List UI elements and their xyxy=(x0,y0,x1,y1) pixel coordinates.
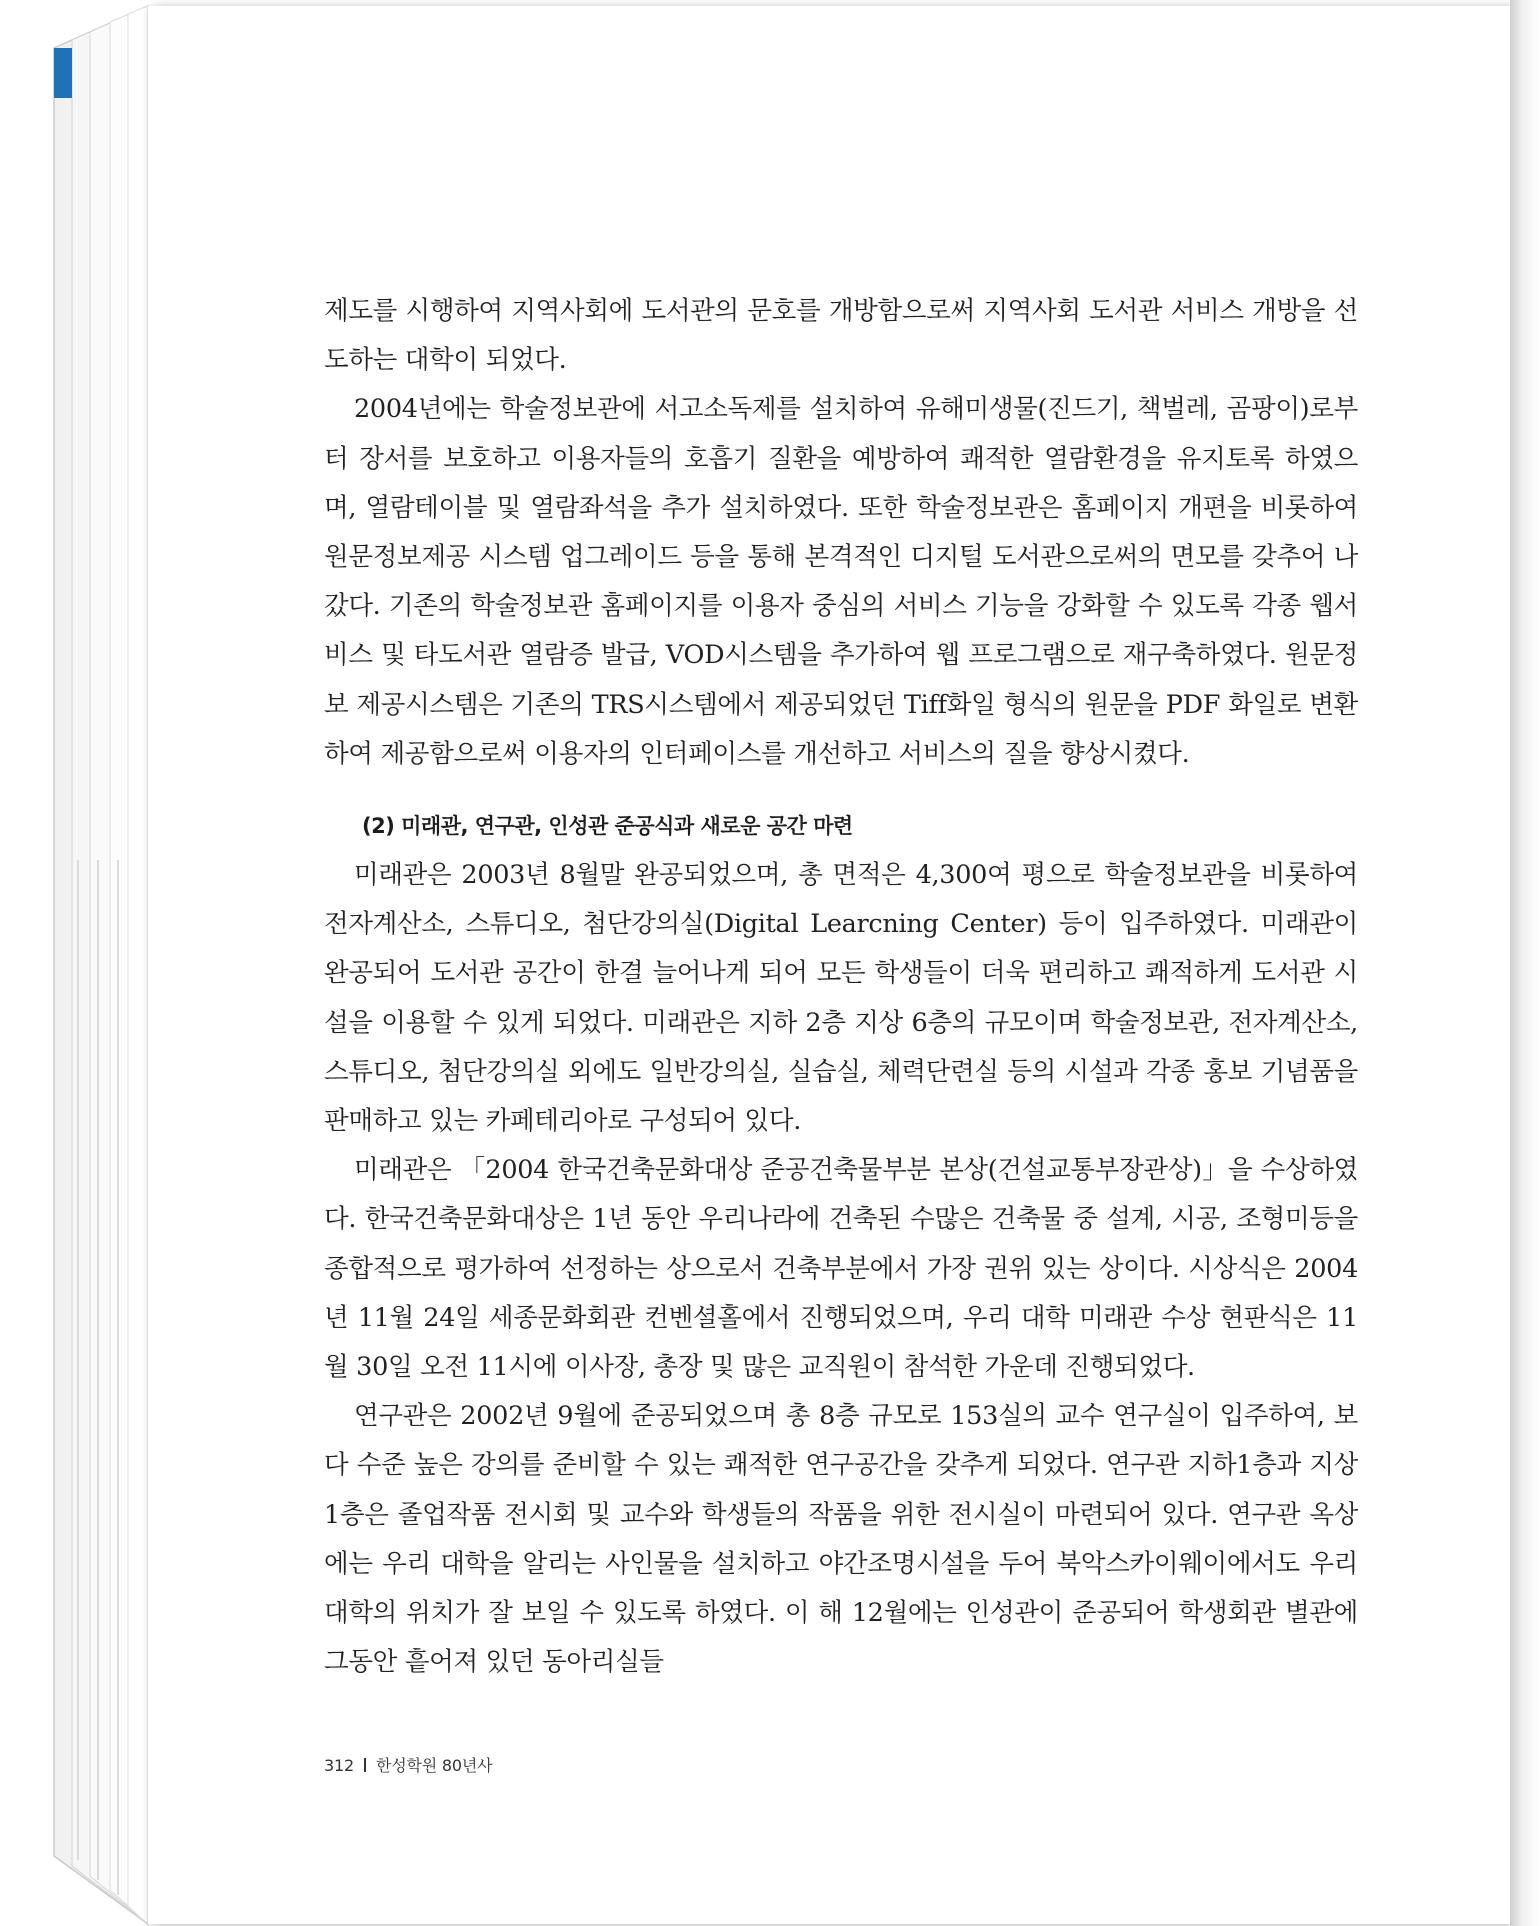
body-text xyxy=(324,287,1358,1687)
section-heading: (2) 미래관, 연구관, 인성관 준공식과 새로운 공간 마련 xyxy=(362,814,853,839)
book-title: 한성학원 80년사 xyxy=(375,1756,493,1775)
paragraph-architecture-award: 미래관은 「2004 한국건축문화대상 준공건축물부분 본상(건설교통부장관상)」을 수상하였다. 한국건축문화대상은 1년 동안 우리나라에 건축된 수많은 건축물 중 설계, 시공, 조형미등을 종합적으로 평가하여 선정하는 상으로서 건축부분에서 가장 권위 있는 상이다. 시상식은 2004년 11월 24일 세종문화회관 컨벤셜홀에서 진행되었으며, 우리 대학 미래관 수상 현판식은 11월 30일 오전 11시에 이사장, 총장 및 많은 교직원이 참석한 가운데 진행되었다. xyxy=(324,1155,1358,1383)
right-page-shadow xyxy=(1510,0,1540,1926)
page-number: 312 xyxy=(324,1756,354,1775)
footer-separator xyxy=(364,1758,366,1772)
paragraph-library-opening: 제도를 시행하여 지역사회에 도서관의 문호를 개방함으로써 지역사회 도서관 서비스 개방을 선도하는 대학이 되었다. xyxy=(324,296,1358,376)
paragraph-research-hall: 연구관은 2002년 9월에 준공되었으며 총 8층 규모로 153실의 교수 연구실이 입주하여, 보다 수준 높은 강의를 준비할 수 있는 쾌적한 연구공간을 갖추게 되었다. 연구관 지하1층과 지상1층은 졸업작품 전시회 및 교수와 학생들의 작품을 위한 전시실이 마련되어 있다. 연구관 옥상에는 우리 대학을 알리는 사인물을 설치하고 야간조명시설을 두어 북악스카이웨이에서도 우리 대학의 위치가 잘 보일 수 있도록 하였다. 이 해 12월에는 인성관이 준공되어 학생회관 별관에 그동안 흩어져 있던 동아리실들 xyxy=(324,1401,1358,1678)
blue-tab-marker xyxy=(54,48,72,98)
paragraph-2004-library: 2004년에는 학술정보관에 서고소독제를 설치하여 유해미생물(진드기, 책벌레, 곰팡이)로부터 장서를 보호하고 이용자들의 호흡기 질환을 예방하여 쾌적한 열람환경을 유지토록 하였으며, 열람테이블 및 열람좌석을 추가 설치하였다. 또한 학술정보관은 홈페이지 개편을 비롯하여 원문정보제공 시스템 업그레이드 등을 통해 본격적인 디지털 도서관으로써의 면모를 갖추어 나갔다. 기존의 학술정보관 홈페이지를 이용자 중심의 서비스 기능을 강화할 수 있도록 각종 웹서비스 및 타도서관 열람증 발급, VOD시스템을 추가하여 웹 프로그램으로 재구축하였다. 원문정보 제공시스템은 기존의 TRS시스템에서 제공되었던 Tiff화일 형식의 원문을 PDF 화일로 변환하여 제공함으로써 이용자의 인터페이스를 개선하고 서비스의 질을 향상시켰다. xyxy=(324,394,1358,769)
page-footer xyxy=(324,1753,492,1776)
paragraph-mirae-hall: 미래관은 2003년 8월말 완공되었으며, 총 면적은 4,300여 평으로 학술정보관을 비롯하여 전자계산소, 스튜디오, 첨단강의실(Digital Learcning Center) 등이 입주하였다. 미래관이 완공되어 도서관 공간이 한결 늘어나게 되어 모든 학생들이 더욱 편리하고 쾌적하게 도서관 시설을 이용할 수 있게 되었다. 미래관은 지하 2층 지상 6층의 규모이며 학술정보관, 전자계산소, 스튜디오, 첨단강의실 외에도 일반강의실, 실습실, 체력단련실 등의 시설과 각종 홍보 기념품을 판매하고 있는 카페테리아로 구성되어 있다. xyxy=(324,860,1358,1137)
